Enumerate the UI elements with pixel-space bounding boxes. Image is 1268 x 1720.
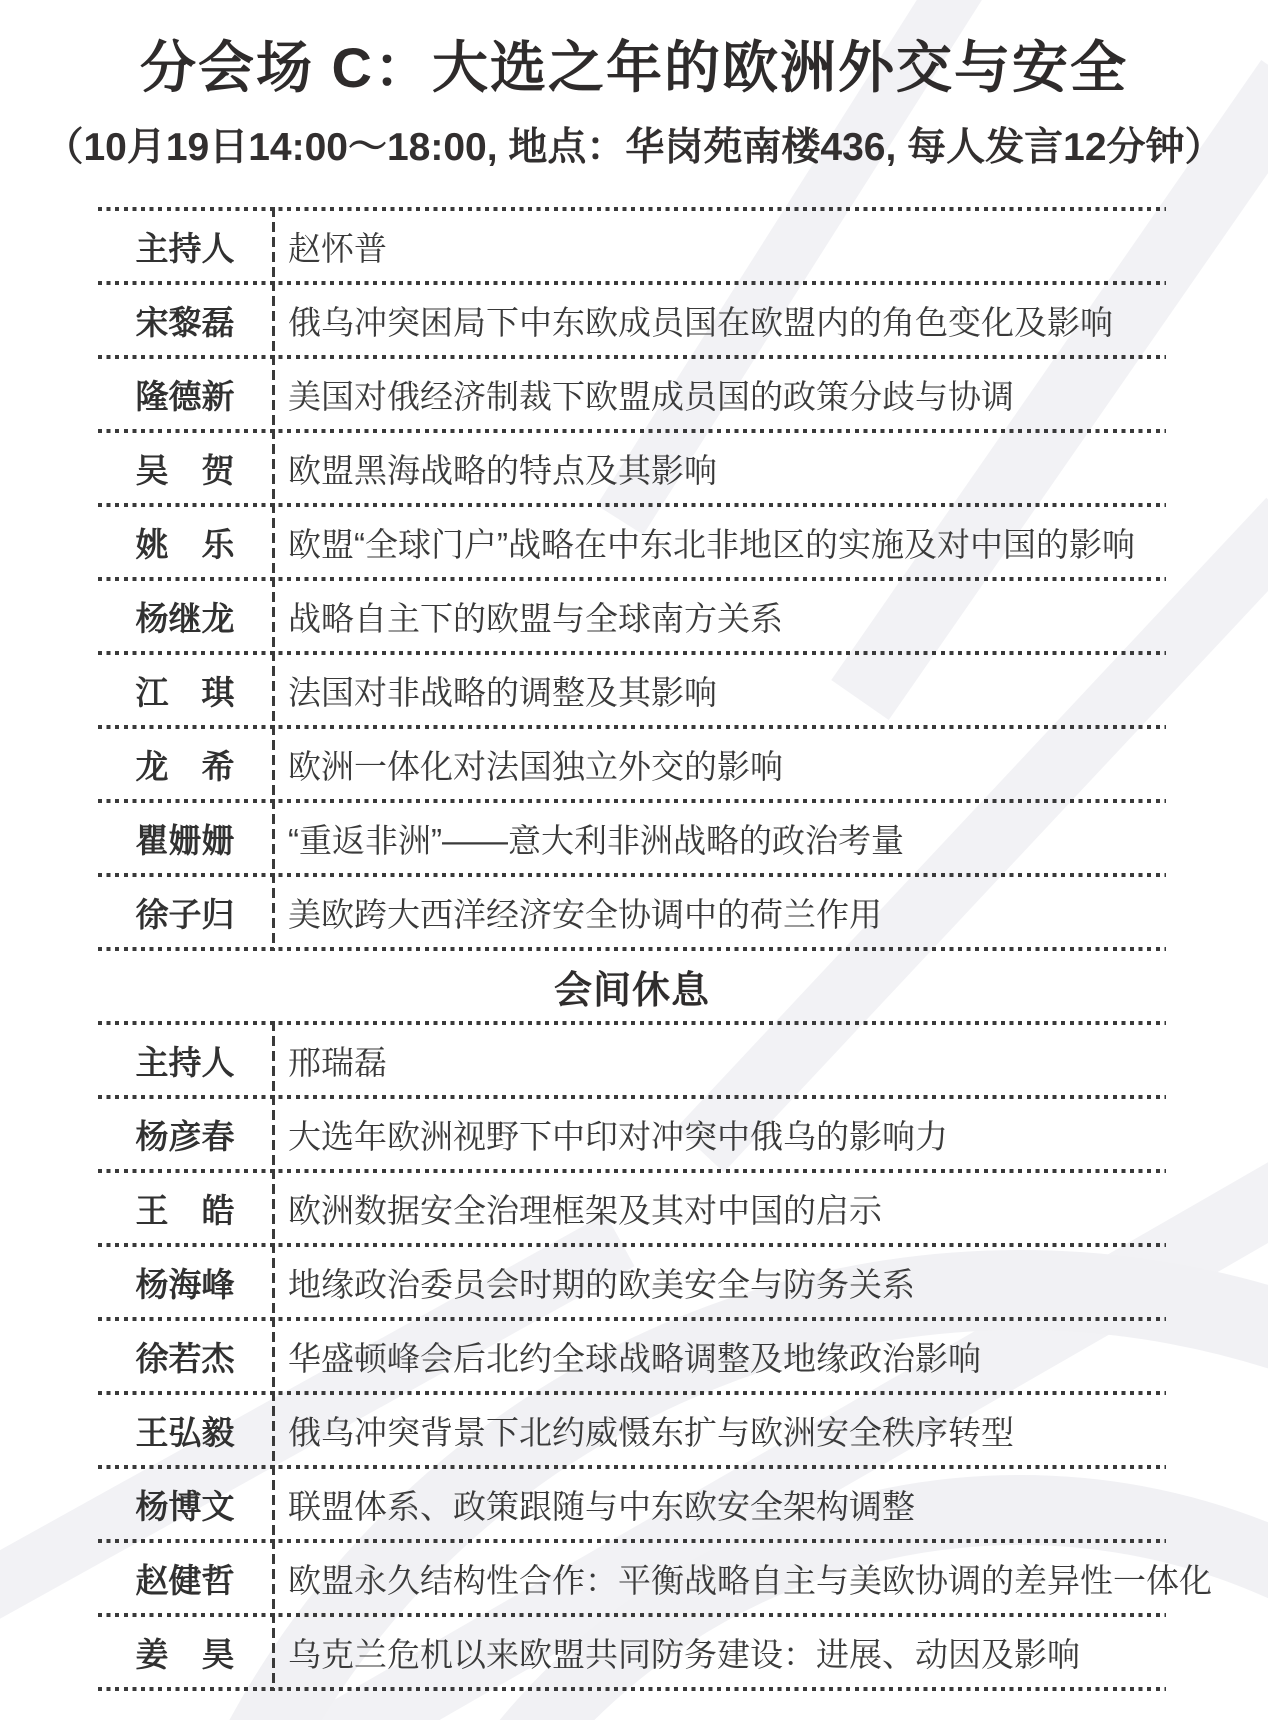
speaker-name: 王 皓 — [135, 1191, 235, 1229]
speaker-name: 王弘毅 — [135, 1413, 235, 1451]
speaker-name: 徐若杰 — [135, 1339, 235, 1377]
talk-title: 欧盟“全球门户”战略在中东北非地区的实施及对中国的影响 — [272, 505, 1166, 579]
table-row — [98, 801, 1166, 875]
talk-title: 华盛顿峰会后北约全球战略调整及地缘政治影响 — [272, 1319, 1166, 1393]
speaker-name: 江 琪 — [135, 673, 235, 711]
table-row — [98, 1171, 1166, 1245]
talk-title: 联盟体系、政策跟随与中东欧安全架构调整 — [272, 1467, 1166, 1541]
table-row — [98, 1393, 1166, 1467]
talk-title: 欧盟黑海战略的特点及其影响 — [272, 431, 1166, 505]
speaker-name: 主持人 — [135, 229, 235, 267]
speaker-name: 姜 昊 — [135, 1635, 235, 1673]
talk-title: 美国对俄经济制裁下欧盟成员国的政策分歧与协调 — [272, 357, 1166, 431]
speaker-name: 赵健哲 — [135, 1561, 235, 1599]
talk-title: 欧洲数据安全治理框架及其对中国的启示 — [272, 1171, 1166, 1245]
talk-title: 邢瑞磊 — [272, 1023, 1166, 1097]
speaker-name: 龙 希 — [135, 747, 235, 785]
page-subtitle: （10月19日14:00～18:00, 地点：华岗苑南楼436, 每人发言12分钟） — [44, 126, 1224, 169]
talk-title: 欧洲一体化对法国独立外交的影响 — [272, 727, 1166, 801]
page-title: 分会场 C：大选之年的欧洲外交与安全 — [140, 36, 1128, 99]
table-row — [98, 1023, 1166, 1097]
table-row — [98, 653, 1166, 727]
table-row — [98, 1541, 1212, 1615]
speaker-name: 徐子归 — [135, 895, 235, 933]
table-row — [98, 431, 1166, 505]
speaker-name: 姚 乐 — [135, 525, 235, 563]
speaker-name: 瞿姗姗 — [135, 821, 235, 859]
talk-title: 法国对非战略的调整及其影响 — [272, 653, 1166, 727]
talk-title: 美欧跨大西洋经济安全协调中的荷兰作用 — [272, 875, 1166, 949]
speaker-name: 杨海峰 — [135, 1265, 235, 1303]
table-row — [98, 579, 1166, 653]
talk-title: 赵怀普 — [272, 209, 1166, 283]
break-row — [98, 949, 1166, 1023]
talk-title: 战略自主下的欧盟与全球南方关系 — [272, 579, 1166, 653]
table-row — [98, 1245, 1166, 1319]
table-row — [98, 1615, 1166, 1689]
schedule-table — [98, 209, 1212, 1691]
speaker-name: 杨继龙 — [135, 599, 235, 637]
table-row — [98, 357, 1166, 431]
speaker-name: 吴 贺 — [135, 451, 235, 489]
speaker-name: 宋黎磊 — [135, 303, 235, 341]
table-row — [98, 505, 1166, 579]
talk-title: “重返非洲”——意大利非洲战略的政治考量 — [272, 801, 1166, 875]
table-row — [98, 875, 1166, 949]
table-row — [98, 1319, 1166, 1393]
talk-title: 大选年欧洲视野下中印对冲突中俄乌的影响力 — [272, 1097, 1166, 1171]
talk-title: 乌克兰危机以来欧盟共同防务建设：进展、动因及影响 — [272, 1615, 1166, 1689]
speaker-name: 主持人 — [135, 1043, 235, 1081]
talk-title: 俄乌冲突背景下北约威慑东扩与欧洲安全秩序转型 — [272, 1393, 1166, 1467]
break-label: 会间休息 — [553, 969, 710, 1012]
table-row — [98, 727, 1166, 801]
table-row — [98, 283, 1166, 357]
talk-title: 地缘政治委员会时期的欧美安全与防务关系 — [272, 1245, 1166, 1319]
table-row — [98, 1467, 1166, 1541]
table-row — [98, 209, 1166, 283]
table-row — [98, 1097, 1166, 1171]
speaker-name: 隆德新 — [135, 377, 235, 415]
talk-title: 欧盟永久结构性合作：平衡战略自主与美欧协调的差异性一体化 — [272, 1541, 1212, 1615]
speaker-name: 杨博文 — [135, 1487, 235, 1525]
talk-title: 俄乌冲突困局下中东欧成员国在欧盟内的角色变化及影响 — [272, 283, 1166, 357]
speaker-name: 杨彦春 — [135, 1117, 235, 1155]
